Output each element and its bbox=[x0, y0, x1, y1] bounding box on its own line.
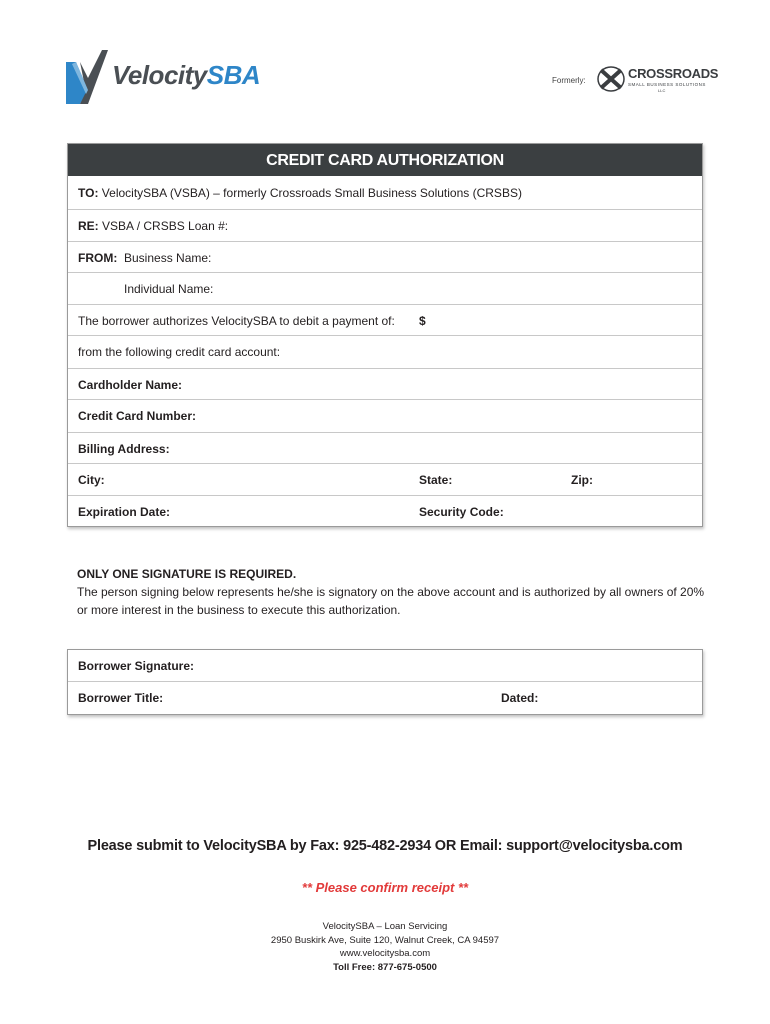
re-value: VSBA / CRSBS Loan #: bbox=[102, 219, 229, 233]
borrower-title-label: Borrower Title: bbox=[78, 691, 164, 705]
individual-name-label: Individual Name: bbox=[124, 282, 214, 296]
cardholder-label: Cardholder Name: bbox=[78, 378, 183, 392]
payment-amount-row[interactable] bbox=[68, 304, 702, 336]
velocitysba-logo bbox=[66, 48, 296, 106]
re-label: RE: bbox=[78, 219, 99, 233]
crossroads-subtitle: SMALL BUSINESS SOLUTIONS bbox=[628, 82, 706, 87]
notice-heading: ONLY ONE SIGNATURE IS REQUIRED. bbox=[77, 567, 297, 581]
borrower-signature-label: Borrower Signature: bbox=[78, 659, 195, 673]
velocity-v-mark-icon bbox=[66, 48, 110, 106]
card-number-row[interactable] bbox=[68, 399, 702, 431]
card-number-label: Credit Card Number: bbox=[78, 409, 197, 423]
formerly-label: Formerly: bbox=[552, 76, 586, 85]
security-code-label: Security Code: bbox=[419, 505, 504, 519]
expiration-security-row[interactable] bbox=[68, 495, 702, 527]
submit-instructions: Please submit to VelocitySBA by Fax: 925-482-2934 OR Email: support@velocitysba.com bbox=[87, 838, 683, 854]
from-label: FROM: bbox=[78, 251, 118, 265]
footer-line-1: VelocitySBA – Loan Servicing bbox=[322, 921, 448, 932]
account-text: from the following credit card account: bbox=[78, 345, 281, 359]
confirm-receipt-text: ** Please confirm receipt ** bbox=[301, 880, 469, 895]
footer-address: 2950 Buskirk Ave, Suite 120, Walnut Creek, CA 94597 bbox=[270, 934, 500, 946]
to-row bbox=[68, 177, 702, 208]
to-label: TO: bbox=[78, 186, 99, 200]
city-label: City: bbox=[78, 473, 105, 487]
billing-address-label: Billing Address: bbox=[78, 442, 170, 456]
crossroads-llc: LLC bbox=[658, 88, 666, 93]
logo-wordmark: VelocitySBA bbox=[112, 60, 261, 90]
account-intro-row bbox=[68, 335, 702, 367]
crossroads-logo bbox=[596, 62, 719, 96]
currency-symbol: $ bbox=[419, 314, 426, 328]
individual-name-row[interactable] bbox=[68, 272, 702, 304]
signature-notice bbox=[77, 565, 707, 619]
notice-body: The person signing below represents he/she is signatory on the above account and is authorized by all owners of 20% or more interest in the business to execute this authorization. bbox=[77, 585, 705, 617]
billing-address-row[interactable] bbox=[68, 432, 702, 464]
city-state-zip-row[interactable] bbox=[68, 463, 702, 495]
state-label: State: bbox=[419, 473, 453, 487]
footer-website: www.velocitysba.com bbox=[339, 948, 431, 959]
dated-label: Dated: bbox=[501, 691, 539, 705]
crossroads-name: CROSSROADS bbox=[628, 66, 719, 81]
signature-box bbox=[67, 649, 703, 715]
business-name-label: Business Name: bbox=[124, 251, 212, 265]
crossroads-x-icon bbox=[596, 64, 626, 94]
footer-contact bbox=[0, 920, 770, 974]
borrower-signature-row[interactable] bbox=[68, 650, 702, 681]
zip-label: Zip: bbox=[571, 473, 593, 487]
form-title: CREDIT CARD AUTHORIZATION bbox=[68, 144, 702, 176]
cardholder-row[interactable] bbox=[68, 368, 702, 400]
re-row[interactable] bbox=[68, 209, 702, 241]
credit-card-authorization-form bbox=[67, 143, 703, 527]
authorize-text: The borrower authorizes VelocitySBA to debit a payment of: bbox=[78, 314, 395, 328]
business-name-row[interactable] bbox=[68, 241, 702, 273]
footer-toll-free: Toll Free: 877-675-0500 bbox=[333, 961, 437, 973]
borrower-title-row[interactable] bbox=[68, 681, 702, 713]
to-value: VelocitySBA (VSBA) – formerly Crossroads Small Business Solutions (CRSBS) bbox=[101, 186, 522, 200]
expiration-date-label: Expiration Date: bbox=[78, 505, 171, 519]
